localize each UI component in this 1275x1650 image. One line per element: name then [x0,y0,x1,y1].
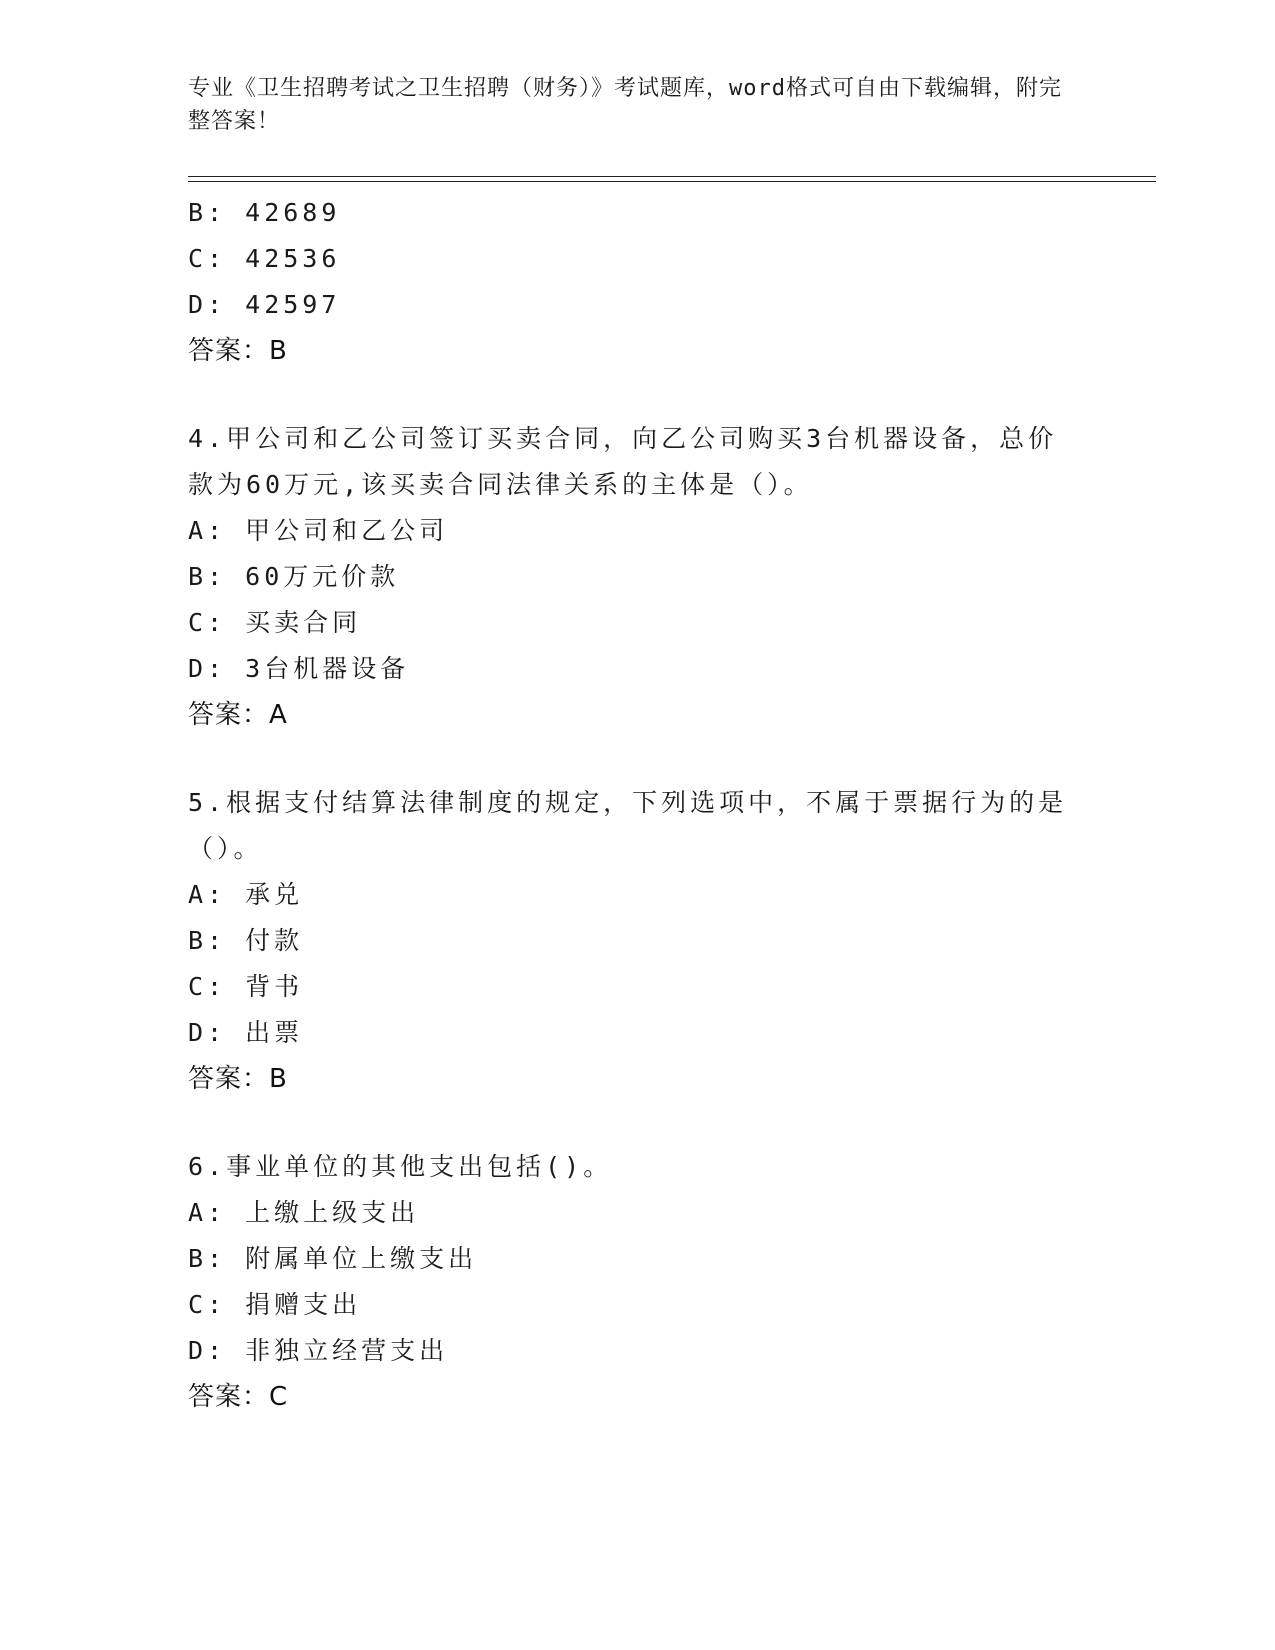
option-c: C: 42536 [188,244,341,273]
option-a: A: 承兑 [188,880,304,909]
option-a: A: 上缴上级支出 [188,1198,420,1227]
question-block-5 [188,780,1088,1102]
answer: 答案：B [188,1064,288,1094]
option-b: B: 42689 [188,198,341,227]
option-c: C: 捐赠支出 [188,1290,362,1319]
option-c: C: 买卖合同 [188,608,362,637]
option-b: B: 付款 [188,926,304,955]
question-text: 5.根据支付结算法律制度的规定，下列选项中，不属于票据行为的是（）。 [188,788,1068,863]
question-text: 6.事业单位的其他支出包括()。 [188,1152,613,1181]
option-d: D: 42597 [188,290,341,319]
question-block-continued [188,190,1088,374]
option-b: B: 附属单位上缴支出 [188,1244,478,1273]
answer: 答案：C [188,1382,289,1412]
option-a: A: 甲公司和乙公司 [188,516,449,545]
header-rule-bottom [188,181,1156,182]
document-header: 专业《卫生招聘考试之卫生招聘（财务）》考试题库，word格式可自由下载编辑，附完整答案！ [188,76,1062,134]
option-b: B: 60万元价款 [188,562,400,591]
question-list [188,190,1088,1420]
option-d: D: 非独立经营支出 [188,1336,449,1365]
option-c: C: 背书 [188,972,304,1001]
question-block-4 [188,416,1088,738]
question-block-6 [188,1144,1088,1420]
answer: 答案：B [188,336,288,366]
option-d: D: 出票 [188,1018,304,1047]
question-text: 4.甲公司和乙公司签订买卖合同，向乙公司购买3台机器设备，总价款为60万元,该买卖合同法律关系的主体是（）。 [188,424,1058,499]
header-rule-top [188,176,1156,177]
answer: 答案：A [188,700,288,730]
option-d: D: 3台机器设备 [188,654,410,683]
